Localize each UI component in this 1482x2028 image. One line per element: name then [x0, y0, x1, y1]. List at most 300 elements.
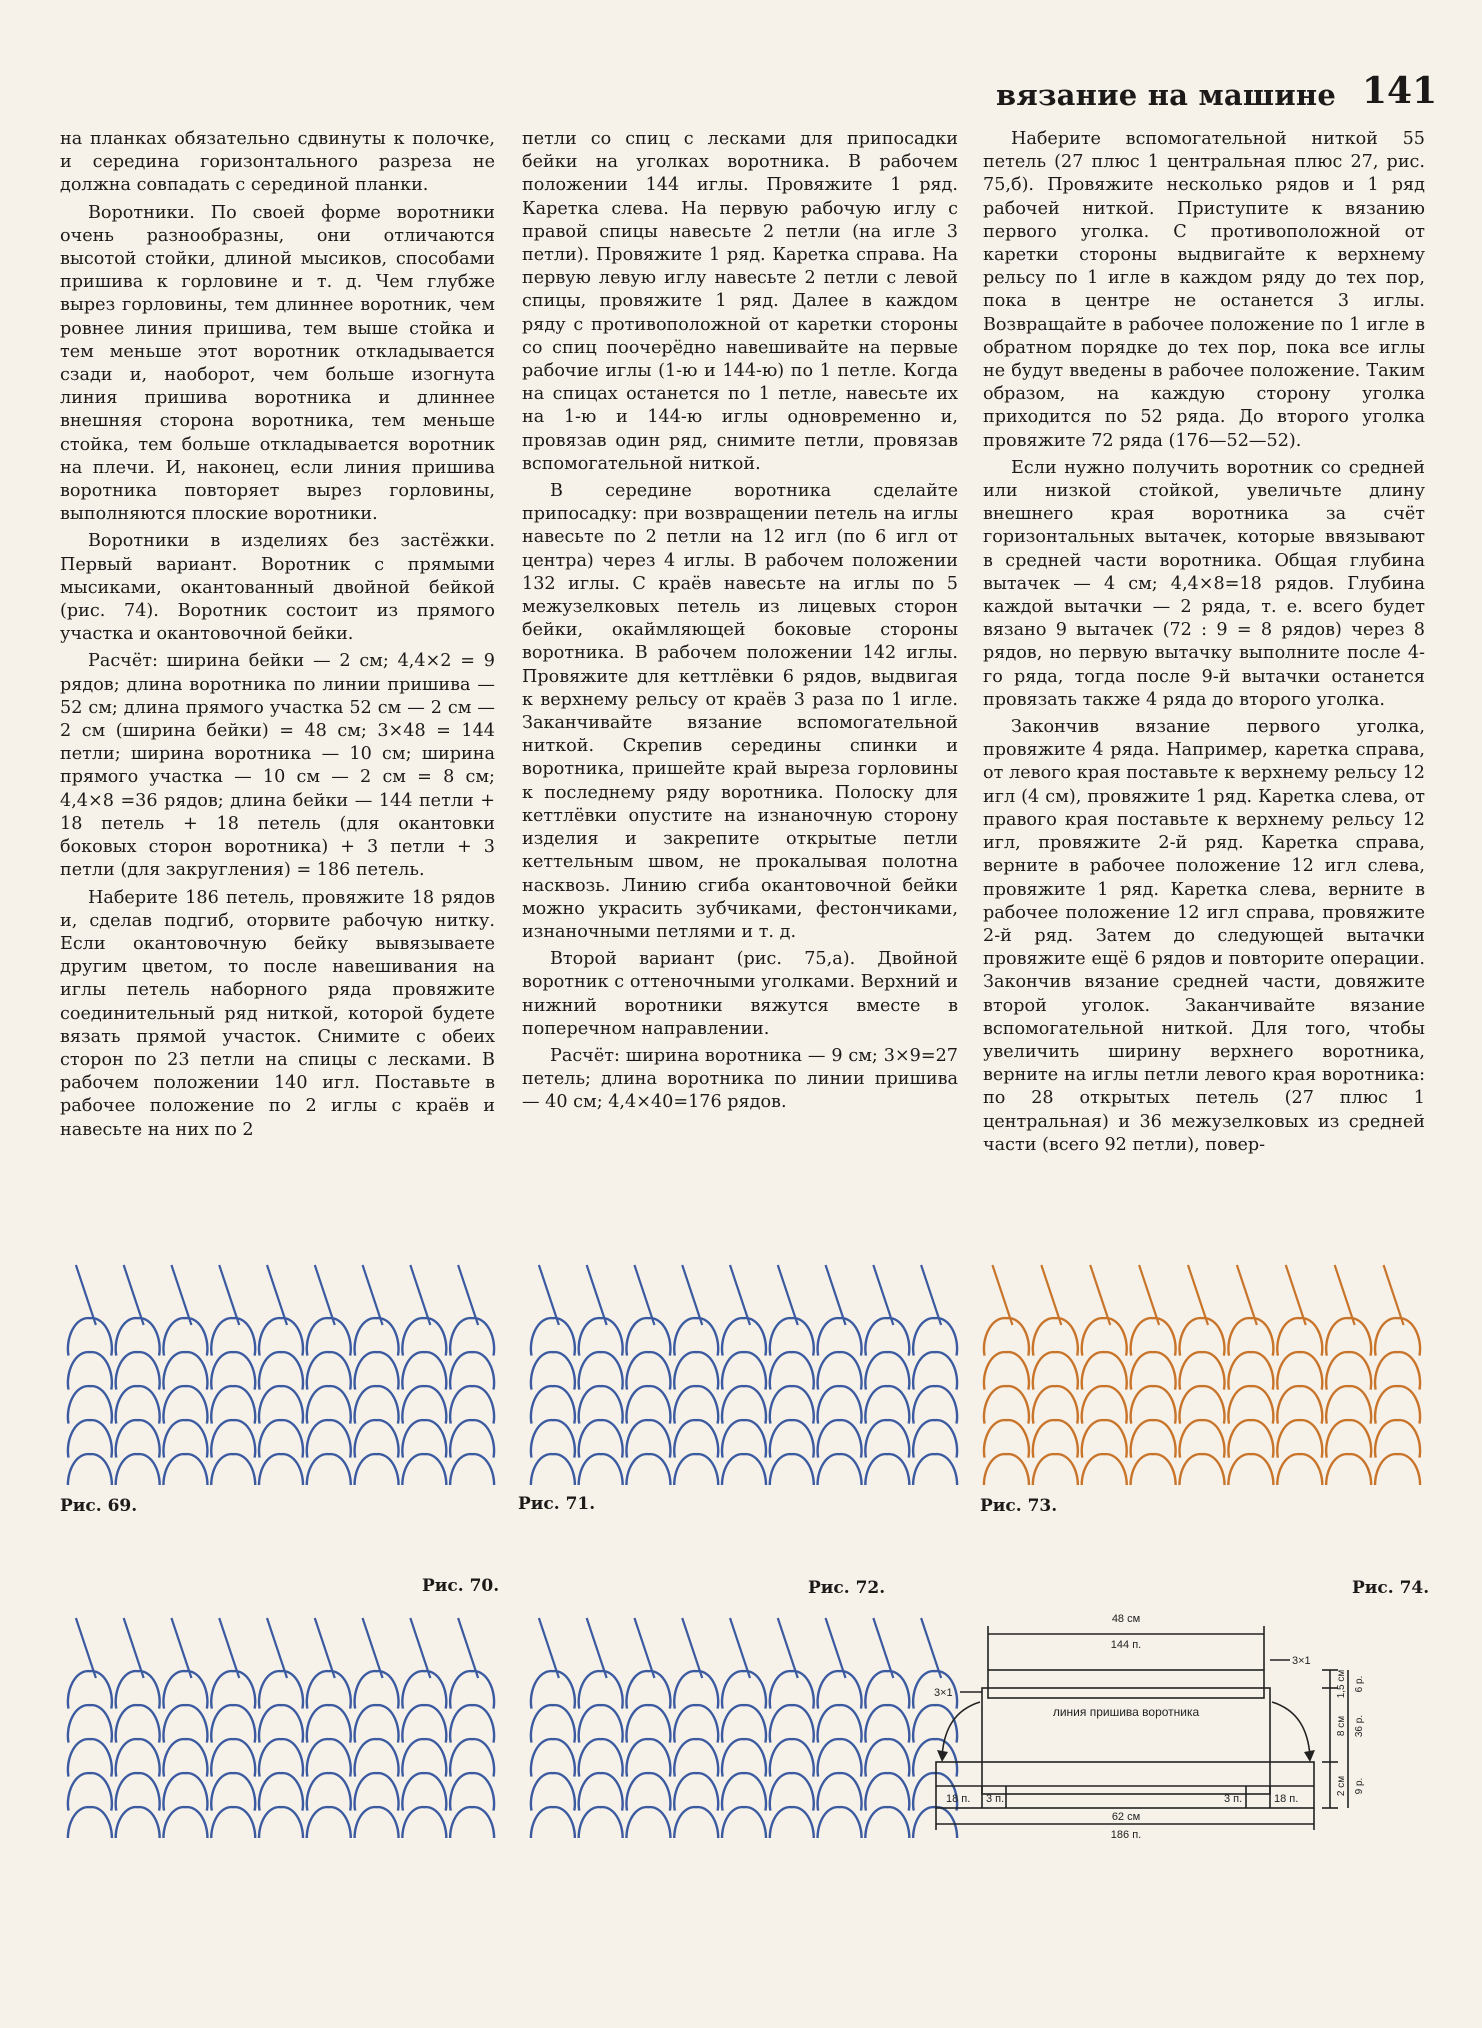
stitch-loop: [579, 1454, 623, 1485]
stitch-loop: [259, 1318, 303, 1355]
stitch-loop: [674, 1454, 718, 1485]
stitch-loop: [1131, 1454, 1176, 1485]
stitch-loop: [818, 1318, 862, 1355]
right-curve-arrow: [1272, 1702, 1310, 1756]
stitch-loop: [355, 1773, 399, 1810]
stitch-loop: [1326, 1420, 1371, 1457]
stitch-loop: [211, 1352, 255, 1389]
stitch-loop: [211, 1454, 255, 1485]
figure-caption: Рис. 70.: [422, 1576, 500, 1596]
stitch-loop: [259, 1671, 303, 1708]
stitch-loop: [865, 1352, 909, 1389]
stitch-loop: [984, 1352, 1029, 1389]
needle-thread: [682, 1618, 702, 1678]
stitch-loop: [1375, 1318, 1420, 1355]
needle-thread: [1090, 1265, 1110, 1325]
stitch-loop: [1277, 1352, 1322, 1389]
stitch-loop: [68, 1807, 112, 1838]
stitch-loop: [211, 1773, 255, 1810]
needle-thread: [124, 1618, 144, 1678]
stitch-loop: [1375, 1386, 1420, 1423]
stitch-loop: [1082, 1386, 1127, 1423]
needle-thread: [873, 1618, 893, 1678]
needle-thread: [315, 1265, 335, 1325]
stitch-loop: [163, 1807, 207, 1838]
figure-caption: Рис. 71.: [518, 1494, 596, 1514]
stitch-loop: [402, 1420, 446, 1457]
text-column-2: [522, 128, 958, 1115]
text-column-3: [983, 128, 1425, 1157]
needle-thread: [634, 1618, 654, 1678]
stitch-loop: [865, 1420, 909, 1457]
stitch-loop: [579, 1739, 623, 1776]
stitch-loop: [1326, 1352, 1371, 1389]
stitch-loop: [211, 1807, 255, 1838]
needle-thread: [778, 1618, 798, 1678]
stitch-loop: [626, 1352, 670, 1389]
stitch-loop: [674, 1386, 718, 1423]
stitch-loop: [259, 1386, 303, 1423]
stitch-loop: [68, 1739, 112, 1776]
side-mark-right: 3×1: [1292, 1655, 1311, 1667]
stitch-loop: [818, 1454, 862, 1485]
stitch-loop: [1179, 1420, 1224, 1457]
needle-thread: [1335, 1265, 1355, 1325]
segment-label: 18 п.: [1274, 1793, 1299, 1805]
paragraph: Закончив вязание первого уголка, провяжите 4 ряда. Например, каретка справа, от левого края поставьте к верхнему рельсу 12 игл (4 см), провяжите 1 ряд. Каретка слева, от правого края поставьте к верхнему рельсу 12 игл, провяжите 2-й ряд. Каретка справа, верните в рабочее положение 12 игл слева, провяжите 1 ряд. Каретка слева, верните в рабочее положение 12 игл справа, провяжите 2-й ряд. Затем до следующей вытачки провяжите ещё 6 рядов и повторите операции. Закончив вязание средней части, довяжите второй уголок. Заканчивайте вязание вспомогательной ниткой. Для того, чтобы увеличить ширину верхнего воротника, верните на иглы петли левого края воротника: по 28 открытых петель (27 плюс 1 центральная) и 36 межузелковых из средней части (всего 92 петли), повер-: [983, 717, 1425, 1155]
stitch-loop: [1131, 1420, 1176, 1457]
needle-thread: [458, 1618, 478, 1678]
stitch-loop: [355, 1454, 399, 1485]
stitch-loop: [865, 1773, 909, 1810]
needle-thread: [76, 1265, 96, 1325]
stitch-loop: [402, 1739, 446, 1776]
stitch-loop: [163, 1739, 207, 1776]
stitch-loop: [163, 1318, 207, 1355]
stitch-loop: [307, 1454, 351, 1485]
needle-thread: [124, 1265, 144, 1325]
stitch-loop: [68, 1705, 112, 1742]
stitch-loop: [307, 1386, 351, 1423]
stitch-loop: [674, 1807, 718, 1838]
stitch-loop: [531, 1807, 575, 1838]
needle-thread: [1139, 1265, 1159, 1325]
stitch-loop: [116, 1807, 160, 1838]
needle-thread: [1384, 1265, 1404, 1325]
stitch-loop: [531, 1318, 575, 1355]
needle-thread: [363, 1265, 383, 1325]
needle-thread: [267, 1618, 287, 1678]
figure-70-knit-diagram: [52, 1608, 502, 1838]
needle-thread: [410, 1265, 430, 1325]
dimension-label: 144 п.: [1110, 1639, 1142, 1651]
paragraph: В середине воротника сделайте припосадку: при возвращении петель на иглы навесьте по 2 петли на 12 игл (по 6 игл от центра) через 4 иглы. В рабочем положении 132 иглы. С краёв навесьте на иглы по 5 межузелковых петель из лицевых сторон бейки, окаймляющей боковые стороны воротника. В рабочем положении 142 иглы. Провяжите для кеттлёвки 6 рядов, выдвигая к верхнему рельсу от краёв 3 раза по 1 игле. Заканчивайте вязание вспомогательной ниткой. Скрепив середины спинки и воротника, пришейте край выреза горловины к последнему ряду воротника. Полоску для кеттлёвки опустите на изнаночную сторону изделия и закрепите открытые петли кеттельным швом, не прокалывая полотна насквозь. Линию сгиба окантовочной бейки можно украсить зубчиками, фестончиками, изнаночными петлями и т. д.: [522, 481, 958, 942]
stitch-loop: [770, 1739, 814, 1776]
stitch-loop: [1375, 1420, 1420, 1457]
stitch-loop: [579, 1386, 623, 1423]
paragraph-variant-2: Второй вариант (рис. 75,а). Двойной воротник с оттеночными уголками. Верхний и нижний воротники вяжутся вместе в поперечном направлении.: [522, 949, 958, 1039]
stitch-loop: [450, 1671, 494, 1708]
stitch-loop: [68, 1352, 112, 1389]
figure-74-collar-schematic: [930, 1610, 1430, 1840]
stitch-loop: [259, 1807, 303, 1838]
stitch-loop: [450, 1705, 494, 1742]
needle-thread: [826, 1618, 846, 1678]
stitch-loop: [1228, 1454, 1273, 1485]
stitch-loop: [402, 1705, 446, 1742]
stitch-loop: [1228, 1318, 1273, 1355]
stitch-loop: [531, 1705, 575, 1742]
stitch-loop: [770, 1705, 814, 1742]
stitch-loop: [355, 1739, 399, 1776]
stitch-loop: [307, 1807, 351, 1838]
arrowhead: [1304, 1750, 1315, 1762]
stitch-loop: [307, 1671, 351, 1708]
needle-thread: [539, 1618, 559, 1678]
stitch-loop: [355, 1705, 399, 1742]
needle-thread: [682, 1265, 702, 1325]
stitch-loop: [531, 1386, 575, 1423]
stitch-loop: [865, 1705, 909, 1742]
stitch-loop: [674, 1739, 718, 1776]
stitch-loop: [1179, 1318, 1224, 1355]
stitch-loop: [355, 1318, 399, 1355]
needle-thread: [219, 1618, 239, 1678]
section-title: вязание на машине: [996, 78, 1337, 112]
stitch-loop: [307, 1773, 351, 1810]
stitch-loop: [626, 1739, 670, 1776]
stitch-loop: [68, 1454, 112, 1485]
figure-73-knit-diagram: [968, 1255, 1428, 1485]
stitch-loop: [163, 1352, 207, 1389]
stitch-loop: [770, 1352, 814, 1389]
stitch-loop: [722, 1739, 766, 1776]
stitch-loop: [818, 1386, 862, 1423]
stitch-loop: [818, 1352, 862, 1389]
figure-caption: Рис. 73.: [980, 1496, 1058, 1516]
stitch-loop: [1326, 1318, 1371, 1355]
stitch-loop: [674, 1420, 718, 1457]
stitch-loop: [1033, 1318, 1078, 1355]
paragraph-variant-1: Воротники в изделиях без застёжки. Первый вариант. Воротник с прямыми мысиками, окантованный двойной бейкой (рис. 74). Воротник состоит из прямого участка и окантовочной бейки.: [60, 531, 495, 645]
stitch-loop: [865, 1739, 909, 1776]
needle-thread: [1188, 1265, 1208, 1325]
stitch-loop: [818, 1807, 862, 1838]
stitch-loop: [531, 1773, 575, 1810]
stitch-loop: [1277, 1386, 1322, 1423]
needle-thread: [410, 1618, 430, 1678]
stitch-loop: [626, 1671, 670, 1708]
stitch-loop: [865, 1318, 909, 1355]
stitch-loop: [1082, 1318, 1127, 1355]
stitch-loop: [770, 1386, 814, 1423]
stitch-loop: [402, 1454, 446, 1485]
collar-top-band: [988, 1670, 1264, 1698]
stitch-loop: [1179, 1454, 1224, 1485]
stitch-loop: [211, 1386, 255, 1423]
stitch-loop: [116, 1671, 160, 1708]
needle-thread: [778, 1265, 798, 1325]
needle-thread: [458, 1265, 478, 1325]
stitch-loop: [579, 1318, 623, 1355]
stitch-loop: [1375, 1454, 1420, 1485]
stitch-loop: [116, 1386, 160, 1423]
stitch-loop: [770, 1671, 814, 1708]
stitch-loop: [579, 1420, 623, 1457]
stitch-loop: [818, 1739, 862, 1776]
stitch-loop: [1033, 1352, 1078, 1389]
stitch-loop: [163, 1773, 207, 1810]
needle-thread: [587, 1618, 607, 1678]
needle-thread: [539, 1265, 559, 1325]
stitch-loop: [722, 1671, 766, 1708]
stitch-loop: [211, 1318, 255, 1355]
needle-thread: [730, 1618, 750, 1678]
dimension-label: 48 см: [1111, 1613, 1141, 1625]
stitch-loop: [116, 1318, 160, 1355]
stitch-loop: [818, 1420, 862, 1457]
stitch-loop: [770, 1773, 814, 1810]
stitch-loop: [626, 1318, 670, 1355]
page-number: 141: [1362, 70, 1438, 112]
needle-thread: [363, 1618, 383, 1678]
needle-thread: [219, 1265, 239, 1325]
stitch-loop: [259, 1454, 303, 1485]
stitch-loop: [116, 1773, 160, 1810]
text-column-1: [60, 128, 495, 1142]
paragraph: петли со спиц с лесками для припосадки бейки на уголках воротника. В рабочем положении 144 иглы. Провяжите 1 ряд. Каретка слева. На первую рабочую иглу с правой спицы навесьте 2 петли (на игле 3 петли). Провяжите 1 ряд. Каретка справа. На первую левую иглу навесьте 2 петли с левой спицы, провяжите 1 ряд. Далее в каждом ряду с противоположной от каретки стороны со спиц поочерёдно навешивайте на первые рабочие иглы (1-ю и 144-ю) по 1 петле. Когда на спицах останется по 1 петле, навесьте их на 1-ю и 144-ю иглы одновременно и, провязав один ряд, снимите петли, провязав вспомогательной ниткой.: [522, 129, 958, 474]
stitch-loop: [674, 1705, 718, 1742]
stitch-loop: [307, 1420, 351, 1457]
stitch-loop: [626, 1454, 670, 1485]
stitch-loop: [1131, 1352, 1176, 1389]
needle-thread: [267, 1265, 287, 1325]
stitch-loop: [163, 1705, 207, 1742]
arrowhead: [937, 1750, 948, 1762]
stitch-loop: [722, 1807, 766, 1838]
stitch-loop: [865, 1671, 909, 1708]
stitch-loop: [1179, 1352, 1224, 1389]
stitch-loop: [1179, 1386, 1224, 1423]
stitch-loop: [1228, 1420, 1273, 1457]
paragraph-calculation: Расчёт: ширина воротника — 9 см; 3×9=27 петель; длина воротника по линии пришива — 40 см; 4,4×40=176 рядов.: [522, 1045, 958, 1113]
stitch-loop: [116, 1739, 160, 1776]
stitch-loop: [402, 1318, 446, 1355]
needle-thread: [873, 1265, 893, 1325]
stitch-loop: [531, 1739, 575, 1776]
stitch-loop: [626, 1386, 670, 1423]
stitch-loop: [259, 1420, 303, 1457]
stitch-loop: [770, 1454, 814, 1485]
seam-line-label: линия пришива воротника: [1052, 1705, 1200, 1719]
stitch-loop: [1082, 1352, 1127, 1389]
stitch-loop: [1326, 1454, 1371, 1485]
stitch-loop: [1228, 1386, 1273, 1423]
stitch-loop: [68, 1318, 112, 1355]
paragraph-calculation: Расчёт: ширина бейки — 2 см; 4,4×2 = 9 рядов; длина воротника по линии пришива — 52 см; длина прямого участка 52 см — 2 см — 2 см (ширина бейки) = 48 см; 3×48 = 144 петли; ширина воротника — 10 см; ширина прямого участка — 10 см — 2 см = 8 см; 4,4×8 =36 рядов; длина бейки — 144 петли + 18 петель + 18 петель (для окантовки боковых сторон воротника) + 3 петли + 3 петли (для закругления) = 186 петель.: [60, 651, 495, 881]
stitch-loop: [531, 1454, 575, 1485]
figure-caption: Рис. 74.: [1352, 1578, 1430, 1598]
stitch-loop: [355, 1386, 399, 1423]
stitch-loop: [722, 1420, 766, 1457]
stitch-loop: [865, 1807, 909, 1838]
stitch-loop: [1033, 1420, 1078, 1457]
stitch-loop: [211, 1705, 255, 1742]
stitch-loop: [531, 1420, 575, 1457]
figure-69-knit-diagram: [52, 1255, 502, 1485]
stitch-loop: [984, 1318, 1029, 1355]
stitch-loop: [307, 1739, 351, 1776]
needle-thread: [634, 1265, 654, 1325]
stitch-loop: [355, 1807, 399, 1838]
stitch-loop: [984, 1454, 1029, 1485]
stitch-loop: [579, 1807, 623, 1838]
needle-thread: [1237, 1265, 1257, 1325]
stitch-loop: [674, 1671, 718, 1708]
stitch-loop: [1131, 1386, 1176, 1423]
stitch-loop: [770, 1807, 814, 1838]
needle-thread: [730, 1265, 750, 1325]
needle-thread: [992, 1265, 1012, 1325]
stitch-loop: [531, 1352, 575, 1389]
needle-thread: [1041, 1265, 1061, 1325]
stitch-loop: [1277, 1454, 1322, 1485]
stitch-loop: [531, 1671, 575, 1708]
stitch-loop: [259, 1739, 303, 1776]
needle-thread: [315, 1618, 335, 1678]
stitch-loop: [674, 1352, 718, 1389]
stitch-loop: [450, 1454, 494, 1485]
stitch-loop: [722, 1705, 766, 1742]
dimension-label: 62 см: [1111, 1811, 1141, 1823]
stitch-loop: [402, 1671, 446, 1708]
stitch-loop: [116, 1352, 160, 1389]
stitch-loop: [307, 1705, 351, 1742]
stitch-loop: [674, 1318, 718, 1355]
stitch-loop: [163, 1386, 207, 1423]
stitch-loop: [626, 1420, 670, 1457]
stitch-loop: [355, 1671, 399, 1708]
stitch-loop: [818, 1773, 862, 1810]
stitch-loop: [984, 1420, 1029, 1457]
paragraph: Наберите вспомогательной ниткой 55 петель (27 плюс 1 центральная плюс 27, рис. 75,б). Провяжите несколько рядов и 1 ряд рабочей ниткой. Приступите к вязанию первого уголка. С противоположной от каретки стороны выдвигайте к верхнему рельсу по 1 игле в каждом ряду до тех пор, пока в центре не останется 3 иглы. Возвращайте в рабочее положение по 1 игле в обратном порядке до тех пор, пока все иглы не будут введены в рабочее положение. Таким образом, на каждую сторону уголка приходится по 52 ряда. До второго уголка провяжите 72 ряда (176—52—52).: [983, 129, 1425, 451]
stitch-loop: [1277, 1420, 1322, 1457]
paragraph-collars: Воротники. По своей форме воротники очень разнообразны, они отличаются высотой стойки, длиной мысиков, способами пришива к горловине и т. д. Чем глубже вырез горловины, тем длиннее воротник, чем ровнее линия пришива, тем выше стойка и тем меньше этот воротник откладывается сзади и, наоборот, чем больше изогнута линия пришива воротника и длиннее внешняя сторона воротника, тем меньше стойка, тем больше откладывается воротник на плечи. И, наконец, если линия пришива воротника повторяет вырез горловины, выполняются плоские воротники.: [60, 202, 495, 525]
needle-thread: [921, 1265, 941, 1325]
needle-thread: [826, 1265, 846, 1325]
figure-72-knit-diagram: [515, 1608, 965, 1838]
stitch-loop: [450, 1352, 494, 1389]
stitch-loop: [626, 1807, 670, 1838]
stitch-loop: [818, 1671, 862, 1708]
vertical-dimension: 6 р.: [1354, 1675, 1365, 1693]
stitch-loop: [722, 1773, 766, 1810]
figure-71-knit-diagram: [515, 1255, 965, 1485]
stitch-loop: [865, 1386, 909, 1423]
stitch-loop: [913, 1454, 957, 1485]
stitch-loop: [355, 1352, 399, 1389]
stitch-loop: [68, 1671, 112, 1708]
figure-caption: Рис. 69.: [60, 1496, 138, 1516]
stitch-loop: [1033, 1386, 1078, 1423]
vertical-dimension: 36 р.: [1354, 1714, 1365, 1738]
stitch-loop: [913, 1318, 957, 1355]
stitch-loop: [1326, 1386, 1371, 1423]
stitch-loop: [1082, 1420, 1127, 1457]
stitch-loop: [307, 1352, 351, 1389]
stitch-loop: [579, 1671, 623, 1708]
stitch-loop: [259, 1773, 303, 1810]
stitch-loop: [984, 1386, 1029, 1423]
stitch-loop: [163, 1454, 207, 1485]
stitch-loop: [68, 1773, 112, 1810]
needle-thread: [171, 1265, 191, 1325]
paragraph: Если нужно получить воротник со средней или низкой стойкой, увеличьте длину внешнего края воротника за счёт горизонтальных вытачек, которые ввязывают в средней части воротника. Общая глубина вытачек — 4 см; 4,4×8=18 рядов. Глубина каждой вытачки — 2 ряда, т. е. всего будет вязано 9 вытачек (72 : 9 = 8 рядов) через 8 рядов, но первую вытачку выполните после 4-го ряда, тогда после 9-й вытачки останется провязать также 4 ряда до второго уголка.: [983, 457, 1425, 710]
stitch-loop: [355, 1420, 399, 1457]
segment-label: 3 п.: [1224, 1793, 1243, 1805]
stitch-loop: [402, 1807, 446, 1838]
needle-thread: [76, 1618, 96, 1678]
stitch-loop: [1375, 1352, 1420, 1389]
stitch-loop: [1033, 1454, 1078, 1485]
stitch-loop: [450, 1386, 494, 1423]
stitch-loop: [450, 1773, 494, 1810]
stitch-loop: [259, 1352, 303, 1389]
figure-caption: Рис. 72.: [808, 1578, 886, 1598]
stitch-loop: [579, 1773, 623, 1810]
stitch-loop: [1277, 1318, 1322, 1355]
stitch-loop: [116, 1454, 160, 1485]
vertical-dimension: 1,5 см: [1336, 1669, 1347, 1699]
stitch-loop: [626, 1773, 670, 1810]
collar-body: [982, 1688, 1270, 1794]
stitch-loop: [579, 1352, 623, 1389]
needle-thread: [1286, 1265, 1306, 1325]
side-mark-left: 3×1: [934, 1687, 953, 1699]
stitch-loop: [450, 1420, 494, 1457]
stitch-loop: [913, 1386, 957, 1423]
segment-label: 3 п.: [986, 1793, 1005, 1805]
stitch-loop: [116, 1705, 160, 1742]
stitch-loop: [1228, 1352, 1273, 1389]
stitch-loop: [865, 1454, 909, 1485]
stitch-loop: [626, 1705, 670, 1742]
stitch-loop: [402, 1352, 446, 1389]
stitch-loop: [450, 1318, 494, 1355]
stitch-loop: [913, 1420, 957, 1457]
stitch-loop: [1131, 1318, 1176, 1355]
stitch-loop: [211, 1420, 255, 1457]
needle-thread: [587, 1265, 607, 1325]
stitch-loop: [818, 1705, 862, 1742]
segment-label: 18 п.: [946, 1793, 971, 1805]
stitch-loop: [68, 1420, 112, 1457]
stitch-loop: [211, 1739, 255, 1776]
stitch-loop: [163, 1420, 207, 1457]
vertical-dimension: 9 р.: [1354, 1777, 1365, 1795]
stitch-loop: [211, 1671, 255, 1708]
stitch-loop: [579, 1705, 623, 1742]
stitch-loop: [307, 1318, 351, 1355]
stitch-loop: [259, 1705, 303, 1742]
stitch-loop: [450, 1739, 494, 1776]
dimension-label: 186 п.: [1110, 1829, 1142, 1840]
stitch-loop: [163, 1671, 207, 1708]
paragraph: Наберите 186 петель, провяжите 18 рядов и, сделав подгиб, оторвите рабочую нитку. Если окантовочную бейку вывязываете другим цветом, то после навешивания на иглы петель наборного ряда провяжите соединительный ряд ниткой, которой будете вязать прямой участок. Снимите с обеих сторон по 23 петли на спицы с лесками. В рабочем положении 140 игл. Поставьте в рабочее положение по 2 иглы с краёв и навесьте на них по 2: [60, 887, 495, 1140]
stitch-loop: [68, 1386, 112, 1423]
stitch-loop: [770, 1318, 814, 1355]
stitch-loop: [674, 1773, 718, 1810]
